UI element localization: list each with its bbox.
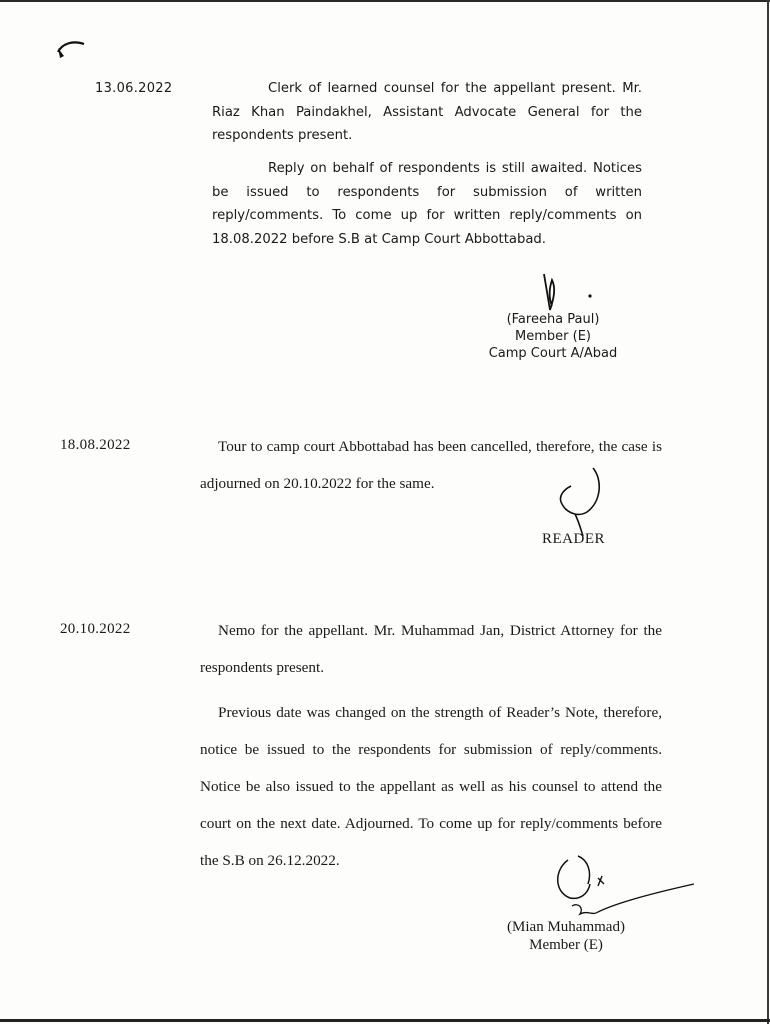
entry-date: 13.06.2022	[95, 81, 173, 96]
page-top-border	[0, 0, 770, 2]
entry-date: 20.10.2022	[60, 621, 131, 637]
signature-fareeha-paul	[532, 272, 602, 314]
signatory-designation: Member (E)	[529, 937, 603, 953]
order-paragraph: Nemo for the appellant. Mr. Muhammad Jan, District Attorney for the respondents present.	[200, 622, 662, 676]
signature-mian-muhammad	[548, 836, 698, 926]
corner-mark-icon	[52, 36, 92, 62]
entry-date: 18.08.2022	[60, 437, 131, 453]
signatory-location: Camp Court A/Abad	[488, 346, 618, 361]
signatory-designation: Member (E)	[515, 329, 591, 344]
reader-signature-label: READER	[542, 531, 605, 547]
page-right-border	[767, 0, 769, 1024]
signatory-name: (Mian Muhammad)	[507, 919, 625, 935]
signature-block	[488, 918, 644, 954]
signatory-name: (Fareeha Paul)	[506, 312, 600, 327]
page-bottom-border	[0, 1019, 770, 1022]
order-paragraph: Tour to camp court Abbottabad has been cancelled, therefore, the case is adjourned on 20.10.2022 for the same.	[200, 438, 662, 492]
order-paragraph: Previous date was changed on the strength of Reader’s Note, therefore, notice be issued to the respondents for submission of reply/comments. Notice be also issued to the appellant as well as his counsel to attend the court on the next date. Adjourned. To come up for reply/comments before the S.B on 26.12.2022.	[200, 704, 662, 869]
signature-reader	[545, 462, 605, 540]
order-paragraph: Reply on behalf of respondents is still awaited. Notices be issued to respondents for submission of written reply/comments. To come up for written reply/comments on 18.08.2022 before S.B at Camp Court Abbottabad.	[212, 161, 642, 247]
signature-block	[478, 311, 628, 362]
order-paragraph: Clerk of learned counsel for the appellant present. Mr. Riaz Khan Paindakhel, Assistant Advocate General for the respondents present.	[212, 81, 642, 143]
